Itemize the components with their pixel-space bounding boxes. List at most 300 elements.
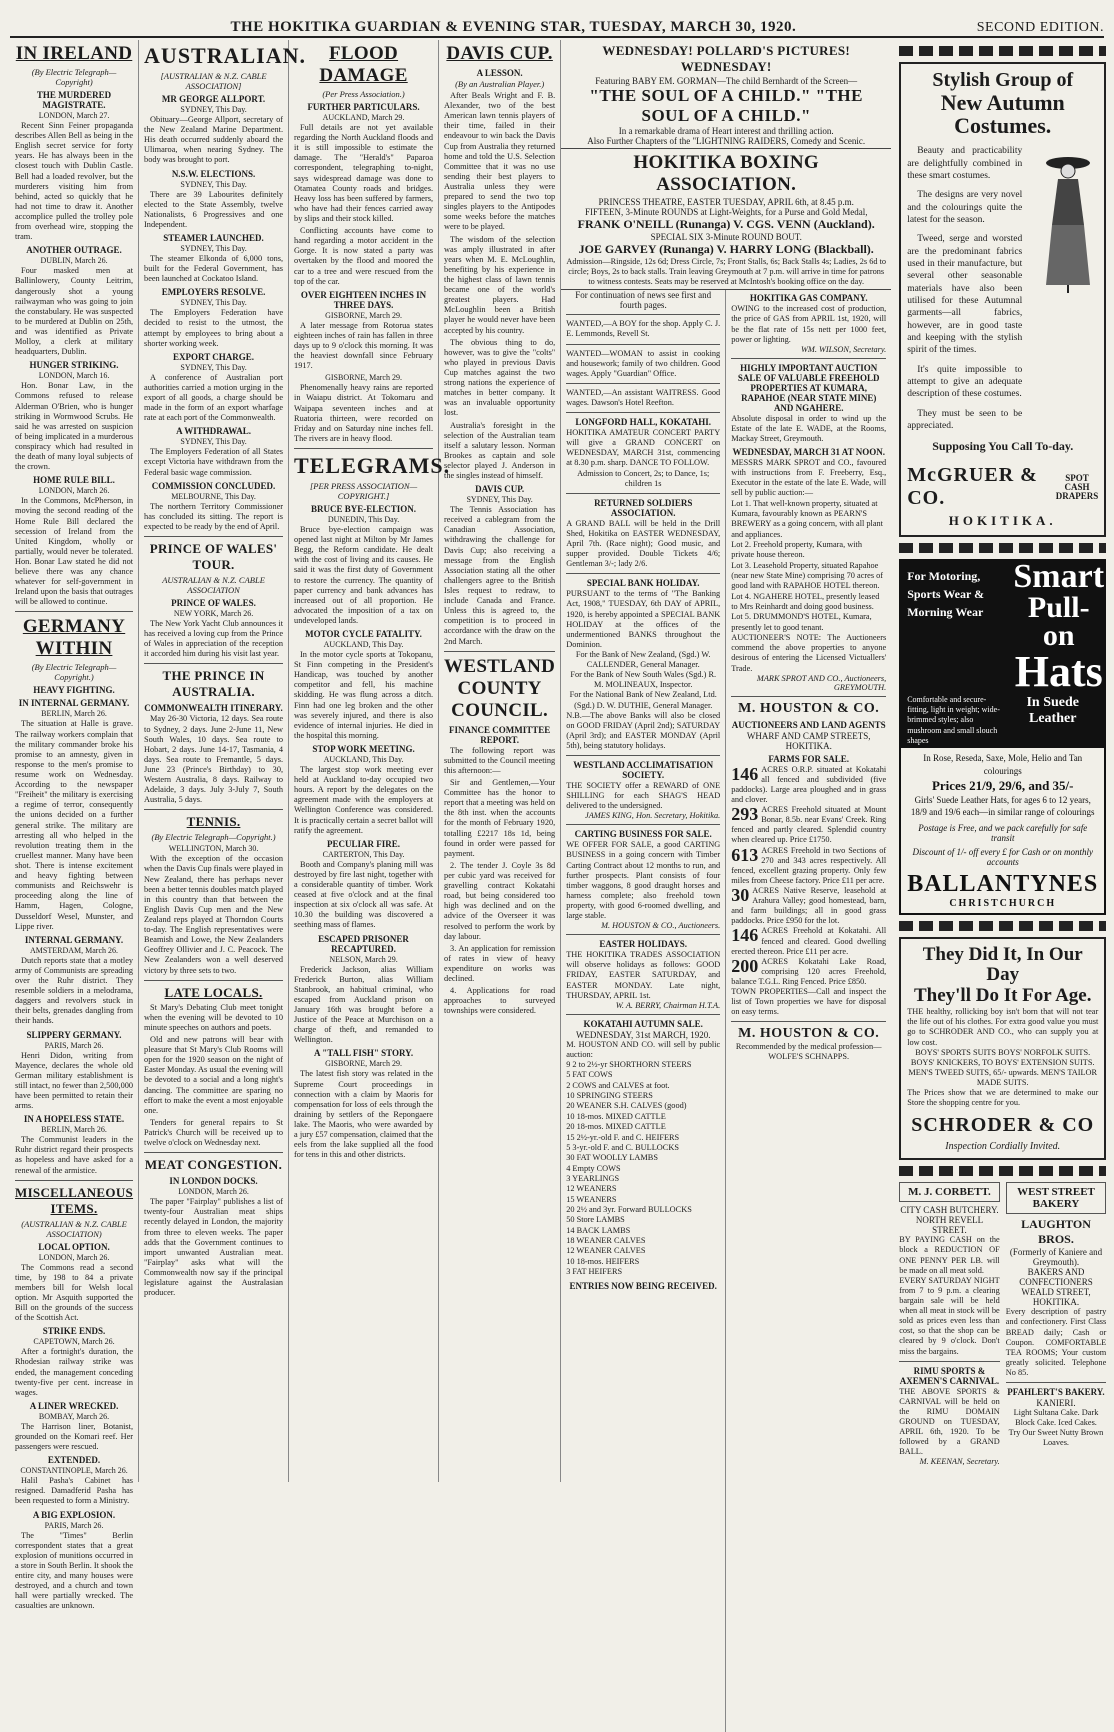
divider: [566, 573, 720, 574]
boxing-banner: [561, 149, 891, 290]
decorative-stripe: [899, 543, 1106, 553]
bank-holiday-ad: PURSUANT to the terms of "The Banking Act, 1908," TUESDAY, 6th DAY of APRIL, 1920, is hereby appointed a SPECIAL BANK HOLIDAY at the offices of the undermentioned BANKS throughout the Dominion.: [566, 589, 721, 649]
divider: [566, 383, 720, 384]
stock-list-item: 15 2½-yr.-old F. and C. HEIFERS: [566, 1132, 680, 1142]
dateline: CAPETOWN, March 26.: [33, 1337, 115, 1347]
small-ads-left: [899, 1182, 1000, 1466]
schroder-invite: Inspection Cordially Invited.: [945, 1141, 1061, 1153]
article-text: The Employers Federation of all States except Victoria have withdrawn from the Federal basic wage commission.: [144, 447, 284, 477]
hats-postage: Postage is Free, and we pack carefully for safe transit: [918, 822, 1088, 843]
hats-price-values: Prices 21/9, 29/6, and 35/-: [931, 777, 1074, 793]
costumes-paragraph: They must be seen to be appreciated.: [907, 408, 1023, 432]
stock-list-item: 5 FAT COWS: [566, 1070, 613, 1080]
acreage: 613: [731, 844, 759, 865]
dateline: SYDNEY, This Day.: [180, 243, 247, 253]
article-text: After Beals Wright and F. B. Alexander, two of the best American lawn tennis players of their time, failed in their endeavour to win back the Davis Cup from Australia they returned home and told the U.S. Selection Committee that it was no use sending their best players to Australia unless they were prepared to send the two top singles players to the Antipodes some weeks before the matches were to be played.: [444, 91, 556, 232]
pfahlert-town: KANIERI.: [1036, 1398, 1076, 1409]
hats-girls: Girls' Suede Leather Hats, for ages 6 to 12 years, 18/9 and 19/6 each—in similar range of colourings: [910, 795, 1095, 818]
boxing-bout: JOE GARVEY (Runanga) V. HARRY LONG (Blackball).: [578, 242, 874, 256]
hats-title-line: Hats: [1014, 646, 1103, 696]
article-text: Hon. Bonar Law, in the Commons refused to release Alderman O'Brien, who is hunger striking in Wormwood Scrubs. He said he was arrested on suspicion of being implicated in a murderous conspiracy which had resulted in the death of many loyal subjects of the crown.: [15, 381, 134, 472]
banner-text: Also Further Chapters of the "LIGHTNING RAIDERS, Comedy and Scenic.: [587, 136, 866, 146]
costumes-paragraph: It's quite impossible to attempt to give an adequate description of these costumes.: [907, 364, 1023, 400]
dateline: BOMBAY, March 26.: [38, 1411, 110, 1421]
farm-listing: [731, 805, 886, 845]
subhead: BRUCE BYE-ELECTION.: [311, 503, 417, 514]
divider: [15, 611, 133, 612]
wanted-ad: WANTED—WOMAN to assist in cooking and housework; family of two children. Good wages. Apply "Guardian" Office.: [566, 348, 721, 378]
subhead: STEAMER LAUNCHED.: [163, 232, 264, 243]
subhead: A LINER WRECKED.: [29, 1400, 119, 1411]
headline-westland-council: WESTLAND COUNTY COUNCIL.: [444, 655, 556, 721]
stock-list-item: 5 3-yr.-old F. and C. BULLOCKS: [566, 1142, 679, 1152]
subhead: FINANCE COMMITTEE REPORT.: [448, 724, 551, 745]
hats-description: Comfortable and secure-fitting, light in weight; wide-brimmed styles; also mushroom and small slouch shapes: [907, 694, 1000, 746]
stock-list-item: 18 WEANER CALVES: [566, 1236, 646, 1246]
ballantynes-hats-ad: [899, 559, 1106, 914]
dateline: LONDON, March 26.: [38, 486, 110, 496]
dateline: LONDON, March 27.: [38, 111, 110, 120]
article-text: Sir and Gentlemen,—Your Committee has the honor to report that a meeting was held on the 8th inst. when the accounts for the month of February 1920, totalling £2217 18s 1d, being found in order were passed for payment.: [444, 778, 556, 858]
article-text: The wisdom of the selection was amply illustrated in after years when M. E. McLoughlin, benefiting by his experience in the highest class of lawn tennis became one of the world's greatest players. Had McLoughlin been a British player he would never have been accepted by his country.: [444, 234, 556, 335]
bakery-sub: (Formerly of Kaniere and Greymouth).: [1009, 1247, 1103, 1268]
subhead: LOCAL OPTION.: [38, 1241, 110, 1252]
costumes-paragraph: Beauty and practicability are delightfully combined in these smart costumes.: [907, 146, 1023, 181]
byline: (By Electric Telegraph—Copyright.): [151, 832, 276, 843]
auction-ad: Absolute disposal in order to wind up the Estate of the late E. WADE, at the Rooms, Mackay Street, Greymouth.: [731, 413, 887, 443]
subhead: STOP WORK MEETING.: [312, 744, 415, 755]
farm-listing: [731, 926, 886, 956]
ad-subcolumn-right: [726, 290, 891, 1732]
stock-list: [566, 1060, 720, 1278]
headline-tennis: TENNIS.: [186, 814, 241, 830]
schroder-text: THE healthy, rollicking boy isn't born that will not tear the life out of his clothes. For extra good value you must go to SCHRODER AND CO., who can supply you at low cost.: [907, 1007, 1099, 1047]
article-text: Halil Pasha's Cabinet has resigned. Damadferid Pasha has been requested to form a Ministry.: [15, 1476, 134, 1506]
column-ireland-germany: [10, 40, 139, 1611]
headline-davis-cup: DAVIS CUP.: [446, 43, 553, 64]
subhead: HOME RULE BILL.: [33, 475, 115, 486]
subhead: A "TALL FISH" STORY.: [314, 1048, 414, 1059]
byline: (Per Press Association.): [322, 89, 405, 99]
dateline: PARIS, March 26.: [44, 1040, 104, 1050]
ad-subcolumns: [561, 290, 891, 1732]
decorative-stripe: [899, 921, 1106, 931]
corbett-text: EVERY SATURDAY NIGHT from 7 to 9 p.m. a clearing bargain sale will be held when all meat in stock will be sold as prices even less than cost, so that the shop can be cleared by 9 o'clock. Don't miss the bargains.: [899, 1275, 1000, 1356]
farm-listing: [731, 846, 886, 886]
byline: (By an Australian Player.): [455, 79, 545, 89]
mcgruer-name: McGRUER & CO.: [907, 464, 1038, 510]
stock-list-item: 10 18-mos. MIXED CATTLE: [566, 1111, 666, 1121]
mcgruer-logo: [907, 464, 1098, 510]
bakery-sub: BAKERS AND CONFECTIONERS WEALD STREET, HOKITIKA.: [1019, 1267, 1093, 1308]
ad-heading: RETURNED SOLDIERS ASSOCIATION.: [594, 497, 693, 518]
hats-prices: [907, 777, 1098, 795]
costumes-headline: Stylish Group of: [932, 69, 1074, 91]
ad-heading: WEDNESDAY, MARCH 31 AT NOON.: [732, 447, 885, 458]
byline: (AUSTRALIAN & N.Z. CABLE ASSOCIATION): [21, 1218, 127, 1239]
signature: M. KEENAN, Secretary.: [919, 1457, 1000, 1467]
signature: WM. WILSON, Secretary.: [801, 344, 887, 354]
article-text: 3. An application for remission of rates in view of heavy expenditure on works was declined.: [444, 943, 556, 984]
wanted-ad: WANTED,—A BOY for the shop. Apply C. J. E. Lemmonds, Revell St.: [566, 319, 721, 339]
article-text: Dutch reports state that a motley army of Communists are spreading over the Ruhr district. They resemble soldiers in a melodrama, daggers and revolvers stuck in their belts, grenades dangling from their hands.: [15, 955, 134, 1026]
banner-heading: WEDNESDAY! POLLARD'S PICTURES! WEDNESDAY!: [602, 43, 851, 74]
schroder-headline: They'll Do It For Age.: [913, 985, 1092, 1007]
masthead-title: THE HOKITIKA GUARDIAN & EVENING STAR, TUESDAY, MARCH 30, 1920.: [230, 19, 797, 35]
stock-list-item: 2 COWS and CALVES at foot.: [566, 1080, 670, 1090]
divider: [566, 344, 720, 345]
farm-text: ACRES Native Reserve, leasehold at Arahura Valley; good homestead, barn, and farm buildings; all in good grass paddocks. Price £950 for the lot.: [731, 885, 887, 926]
ad-heading: EASTER HOLIDAYS.: [599, 939, 688, 950]
mcgruer-costumes-ad: [899, 62, 1106, 537]
banner-text: Featuring BABY EM. GORMAN—The child Bernhardt of the Screen—: [595, 76, 858, 86]
article-text: The "Times" Berlin correspondent states that a great explosion of munitions occurred in a store in South Berlin. It shook the entire city, and many houses were destroyed, and a church and town hall were partially wrecked. The casualties are unknown.: [15, 1530, 134, 1611]
article-text: The steamer Elkonda of 6,000 tons, built for the Federal Government, has been launched at Cockatoo Island.: [144, 253, 284, 284]
article-text: 4. Applications for road approaches to surveyed townships were considered.: [444, 986, 556, 1016]
dateline: AMSTERDAM, March 26.: [30, 945, 119, 955]
subhead: A BIG EXPLOSION.: [32, 1509, 116, 1520]
divider: [15, 1180, 133, 1181]
entries-note: ENTRIES NOW BEING RECEIVED.: [569, 1280, 717, 1291]
subhead: OVER EIGHTEEN INCHES IN THREE DAYS.: [300, 289, 427, 310]
article-text: The largest stop work meeting ever held at Auckland to-day occupied two hours. A report by the delegates on the agreement made with the employers at Wellington Conference was considered. It is practically certain a secret ballot will ratify the agreement.: [294, 765, 434, 835]
divider: [566, 755, 720, 756]
rimu-text: THE ABOVE SPORTS & CARNIVAL will be held on the RIMU DOMAIN GROUND on TUESDAY, APRIL 6th, 1920. To be followed by a GRAND BALL.: [899, 1386, 1000, 1457]
schroder-ad: [899, 937, 1106, 1161]
article-text: Old and new patrons will bear with pleasure that St Mary's Club Rooms will open for the 1920 season on the night of Easter Monday. As usual the evening will be devoted to a social and a long night's dancing. The committee are sparing no effort to make the event a most enjoyable one.: [144, 1035, 284, 1115]
hats-pricing: [901, 748, 1104, 912]
concert-ad: HOKITIKA AMATEUR CONCERT PARTY will give a GRAND CONCERT on WEDNESDAY, MARCH 31st, commencing at 8.30 p.m. sharp. DANCE TO FOLLOW.: [566, 428, 721, 468]
hats-usage-line: For Motoring,: [907, 569, 981, 584]
lot-list: [731, 499, 886, 634]
article-text: Four masked men at Ballinlowery, County Leitrim, dangerously shot a young railwayman who was going to join the constabulary. He was suspected to be murdered at Dublin on 25th, and was identified as Private Molloy, a clerk at military headquarters, Dublin.: [15, 266, 134, 357]
article-text: The latest fish story was related in the Supreme Court proceedings in connection with a claim by Maoris for compensation for loss of eels through the draining by settlers of the Repongaere lake. The Maoris, who were awarded by a jury £57 compensation, claimed that the eels from the lake supplied all the food for tens in this and other districts.: [294, 1069, 434, 1160]
hats-usage: [901, 561, 1013, 692]
stock-list-item: 3 YEARLINGS: [566, 1173, 620, 1183]
article-text: The northern Territory Commissioner has concluded its sitting. The report is expected to be ready by the end of April.: [144, 501, 284, 531]
divider: [144, 980, 283, 981]
corbett-heading: M. J. CORBETT.: [899, 1182, 1000, 1202]
headline-telegrams: TELEGRAMS.: [294, 452, 451, 478]
spot-cash: SPOT CASH: [1064, 472, 1090, 492]
stock-list-item: 20 2½ and 3yr. Forward BULLOCKS: [566, 1205, 692, 1215]
subhead: EXPORT CHARGE.: [173, 351, 255, 362]
bakery-text: Every description of pastry and confectionery. First Class BREAD daily; Cash or Coupon. COMFORTABLE TEA ROOMS; Your custom greatly solicited. Telephone No 85.: [1005, 1307, 1107, 1377]
subhead: HEAVY FIGHTING.: [33, 685, 115, 696]
headline-late-locals: LATE LOCALS.: [164, 984, 263, 1000]
article-text: Recent Sinn Feiner propaganda describes Allen Bell as being in the English secret service for forty years. He has always been in the closest touch with Dublin Castle. Bell had a loaded revolver, but the murderers visiting him from behind, acted so quickly that he had not time to draw it. Another accomplice pulled the trolley pole from overhead wire, stopping the tram.: [15, 121, 134, 242]
article-text: The New York Yacht Club announces it has received a loving cup from the Prince of Wales in appreciation of the reception it accorded him during his visit last year.: [144, 618, 284, 659]
article-text: Conflicting accounts have come to hand regarding a motor accident in the Gorge. It is now stated a party was overtaken by the flood and moored the car to a tree and were rescued from the top of the car.: [294, 226, 434, 286]
subhead: EMPLOYERS RESOLVE.: [161, 287, 266, 298]
divider: [144, 1152, 283, 1153]
hats-usage-line: Morning Wear: [907, 605, 984, 620]
lot-list-item: Lot 3. Leasehold Property, situated Rapahoe (near new State Mine) comprising 70 acres of good land with RAPAHOE HOTEL thereon.: [731, 560, 884, 591]
dateline: GISBORNE, March 29.: [325, 373, 402, 383]
banner-title: "THE SOUL OF A CHILD." "THE SOUL OF A CHILD.": [589, 86, 863, 125]
hats-top: [901, 558, 1105, 696]
lady-figure-illustration: [1028, 145, 1098, 295]
article-text: Booth and Company's planing mill was destroyed by fire last night, together with a considerable quantity of timber. Work ceased at five o'clock and at the final inspection at six o'clock all was safe. At 10.30 the building was discovered a seething mass of flames.: [294, 859, 434, 930]
subhead: COMMONWEALTH ITINERARY.: [144, 703, 283, 714]
article-text: The obvious thing to do, however, was to give the "colts" who played in previous Davis Cup matches against the two strong nations the experience of matches in better company. It was an invaluable opportunity lost.: [444, 337, 556, 418]
stock-list-item: 20 18-mos. MIXED CATTLE: [566, 1122, 666, 1132]
article-text: After a fortnight's duration, the Rhodesian railway strike was ended, the management conceding twenty-five per cent. increase in wages.: [15, 1347, 134, 1397]
lot-list-item: Lot 5. DRUMMOND'S HOTEL, Kumara, presently let to good tenant.: [731, 612, 872, 632]
ad-heading: CARTING BUSINESS FOR SALE.: [574, 829, 712, 840]
byline: AUSTRALIAN & N.Z. CABLE ASSOCIATION: [162, 574, 265, 595]
divider: [566, 1014, 720, 1015]
acclimatisation-ad: THE SOCIETY offer a REWARD of ONE SHILLING for each SHAG'S HEAD delivered to the undersigned.: [566, 781, 721, 811]
ad-heading: HIGHLY IMPORTANT AUCTION SALE OF VALUABLE FREEHOLD PROPERTIES AT KUMARA, RAPAHOE (NEAR STATE MINE) AND NGAHERE.: [737, 362, 880, 413]
lot-list-item: Lot 2. Freehold property, Kumara, with private house thereon.: [731, 539, 863, 560]
ad-subcolumn-left: [561, 290, 726, 1732]
stock-list-item: 20 WEANER S.H. CALVES (good): [566, 1101, 687, 1111]
divider: [144, 663, 283, 664]
farm-text: ACRES Freehold in two Sections of 270 and 343 acres respectively. All fenced, excellent grazing property. Only few miles from Cheese factory. Price £11 per acre.: [731, 845, 887, 885]
headline-flood-damage: FLOOD DAMAGE: [319, 43, 408, 86]
headline-in-ireland: IN IRELAND: [15, 43, 133, 64]
ad-heading: LONGFORD HALL, KOKATAHI.: [575, 417, 712, 428]
edition-label: SECOND EDITION.: [976, 20, 1104, 35]
subhead: COMMISSION CONCLUDED.: [151, 480, 276, 491]
hats-material: In Suede Leather: [1026, 694, 1079, 726]
subhead: DAVIS CUP.: [475, 484, 525, 495]
article-text: The Tennis Association has received a cablegram from the Canadian Association, withdrawing the challenge for Davis Cup; also receiving a message from the English Association stating all the other challengers agree to the British Isles request to redraw, to include Canada and France. Unless this is agreed to, the competition is to proceed in accordance with the draw on the 2nd March.: [444, 505, 556, 646]
article-text: With the exception of the occasion when the Davis Cup finals were played in New Zealand, there has perhaps never been a better tennis doubles match played in this country than that between the English Davis Cup men and the New Zealand reps played at Thorndon Courts to-day. The English representatives were Beamish and Lowe, the New Zealanders Geoffrey Ollivier and J. C. Peacock. The New Zealanders won a well deserved victory by three sets to two.: [144, 854, 284, 975]
corbett-sub: CITY CASH BUTCHERY.: [900, 1205, 999, 1216]
dateline: LONDON, March 16.: [38, 371, 110, 381]
dateline: SYDNEY, This Day.: [180, 105, 247, 114]
divider: [566, 412, 720, 413]
drapers: DRAPERS: [1055, 490, 1099, 501]
dateline: LONDON, March 26.: [38, 1252, 110, 1262]
dateline: LONDON, March 26.: [178, 1187, 249, 1197]
column-australian: [139, 40, 307, 1482]
boxing-text: PRINCESS THEATRE, EASTER TUESDAY, APRIL 6th, at 8.45 p.m.: [598, 197, 854, 207]
pollards-pictures-banner: [561, 40, 891, 149]
signature: W. A. BERRY, Chairman H.T.A.: [615, 1000, 721, 1010]
dateline: AUCKLAND, March 29.: [322, 113, 405, 122]
article-text: Frederick Jackson, alias William Frederick Burton, alias William Stanbrook, an habitual criminal, who escaped from Auckland prison on January 16th was brought before a Justice of the Peace at Murchison on a charge of theft, and remanded to Wellington.: [294, 964, 434, 1045]
subhead: STRIKE ENDS.: [42, 1326, 106, 1337]
article-text: A later message from Rotorua states eighteen inches of rain has fallen in three days up to 9 o'clock this morning. It was the heaviest downfall since February 1917.: [294, 320, 434, 371]
farm-text: ACRES Freehold situated at Mount Bonar, 8.5b. near Evans' Creek. Ring fenced and partly cleared. Splendid country when cleared up. Price £1750.: [731, 805, 887, 845]
subhead: INTERNAL GERMANY.: [24, 934, 124, 945]
article-text: May 26-30 Victoria, 12 days. Sea route to Sydney, 2 days. June 2-June 11, New South Wales, 10 days. Sea route to Hobart, 2 days. June 14-17, Tasmania, 4 days. Sea route to Fremantle, 5 days. June 23 (Prince's Birthday) to 30, Western Australia, 8 days. Railway to Adelaide, 3 days. July 3-July 7, South Australia, 5 days.: [144, 714, 284, 805]
subhead: A LESSON.: [476, 68, 523, 78]
divider: [566, 314, 720, 315]
boxing-text: FIFTEEN, 3-Minute ROUNDS at Light-Weights, for a Purse and Gold Medal,: [584, 207, 868, 217]
divider: [144, 809, 283, 810]
dateline: SYDNEY, This Day.: [180, 179, 247, 189]
small-ads: [899, 1182, 1106, 1466]
article-text: Tenders for general repairs to St Patrick's Church will be received up to twelve o'clock on Wednesday next.: [144, 1117, 284, 1148]
ballantynes-town: CHRISTCHURCH: [949, 897, 1057, 909]
boxing-text: SPECIAL SIX 3-Minute ROUND BOUT.: [650, 232, 802, 242]
divider: [899, 1361, 1000, 1362]
schroder-name: SCHRODER & CO: [911, 1114, 1095, 1137]
acreage: 200: [731, 955, 759, 976]
ad-heading: KOKATAHI AUTUMN SALE.: [583, 1018, 703, 1029]
costumes-body: [907, 145, 1098, 439]
masthead: [10, 8, 1104, 38]
wanted-ad: WANTED,—An assistant WAITRESS. Good wages. Dawson's Hotel Reefton.: [566, 387, 721, 407]
dateline: AUCKLAND, This Day.: [323, 755, 404, 765]
article-text: The Employers Federation have decided to resist to the utmost, the attempt by employees to bring about a shorter working week.: [144, 308, 284, 348]
column-davis-cup: [439, 40, 561, 1482]
hats-title-line: Pull-on: [1027, 590, 1090, 653]
dateline: SYDNEY, This Day.: [180, 298, 247, 308]
dateline: CONSTANTINOPLE, March 26.: [20, 1466, 128, 1476]
subhead: PECULIAR FIRE.: [327, 838, 401, 849]
address: WHARF AND CAMP STREETS, HOKITIKA.: [746, 730, 871, 751]
hats-details: [901, 693, 1104, 749]
hats-discount: Discount of 1/- off every £ for Cash or on monthly accounts: [912, 846, 1093, 867]
headline-miscellaneous: MISCELLANEOUS ITEMS.: [15, 1184, 134, 1216]
divider: [731, 358, 886, 359]
continuation-note: For continuation of news see first and fourth pages.: [575, 290, 712, 311]
easter-ad: THE HOKITIKA TRADES ASSOCIATION will observe holidays as follows: GOOD FRIDAY, EASTER SATURDAY, and EASTER MONDAY. Late night, THURSDAY, APRIL 1st.: [566, 950, 721, 1000]
farm-text: ACRES Freehold at Kokatahi. All fenced and cleared. Good dwelling erected thereon. Price £11 per acre.: [731, 926, 887, 956]
costumes-headline: New Autumn Costumes.: [940, 90, 1065, 139]
divider: [144, 536, 283, 537]
dateline: DUNEDIN, This Day.: [327, 514, 400, 524]
dateline: NELSON, March 29.: [329, 954, 398, 964]
stock-list-item: 9 2 to 2½-yr SHORTHORN STEERS: [566, 1060, 692, 1070]
headline-meat-congestion: MEAT CONGESTION.: [144, 1157, 283, 1173]
subhead: HUNGER STRIKING.: [29, 360, 119, 371]
rimu-heading: RIMU SPORTS & AXEMEN'S CARNIVAL.: [899, 1365, 1000, 1386]
article-text: The following report was submitted to the Council meeting this afternoon:—: [444, 745, 556, 775]
farm-text: ACRES Kokatahi Lake Road, comprising 120 acres Freehold, balance T.G.L. Ring Fenced. Price £850.: [731, 956, 887, 986]
pfahlert-heading: PFAHLERT'S BAKERY.: [1007, 1387, 1105, 1398]
pfahlert-text: Try Our Sweet Nutty Brown Loaves.: [1008, 1428, 1104, 1448]
dateline: AUCKLAND, This Day.: [323, 640, 404, 650]
stock-list-item: 3 FAT HEIFERS: [566, 1267, 623, 1277]
decorative-stripe: [899, 46, 1106, 56]
stock-list-item: 14 BACK LAMBS: [566, 1225, 631, 1235]
signature: MARK SPROT AND CO., Auctioneers, GREYMOUTH.: [756, 673, 887, 692]
subhead: EXTENDED.: [47, 1455, 101, 1466]
small-ads-right: [1006, 1182, 1107, 1466]
houston-heading: M. HOUSTON & CO.: [738, 700, 880, 716]
corbett-sub: NORTH REVELL STREET.: [915, 1215, 984, 1236]
article-text: Henri Didon, writing from Mayence, declares the whole old German military establishment is still intact, no fewer than 2,500,000 have been permitted to retain their arms.: [15, 1050, 134, 1111]
farm-listing: [731, 957, 886, 987]
ad-heading: SPECIAL BANK HOLIDAY.: [586, 578, 700, 589]
article-text: St Mary's Debating Club meet tonight when the evening will be devoted to 10 minute speeches on authors and poets.: [144, 1002, 284, 1032]
acreage: 293: [731, 804, 759, 825]
article-text: The Harrison liner, Botanist, grounded on the Komari reef. Her passengers were rescued.: [15, 1421, 134, 1452]
column-display-ads: [891, 40, 1111, 1482]
headline-prince-australia: THE PRINCE IN AUSTRALIA.: [162, 668, 265, 700]
stock-list-item: 4 Empty COWS: [566, 1163, 621, 1173]
article-text: A conference of Australian port authorities carried a motion urging in the export of all goods, a charge should be made in the form of an export wharfage rate at each port of the Commonwealth.: [144, 372, 284, 423]
byline: (By Electric Telegraph—Copyright.): [31, 662, 117, 683]
bank-signature: For the Bank of New Zealand, (Sgd.) W. CALLENDER, General Manager.: [575, 649, 711, 670]
stock-list-item: 30 FAT WOOLLY LAMBS: [566, 1153, 658, 1163]
decorative-stripe: [899, 1166, 1106, 1176]
subhead: FURTHER PARTICULARS.: [307, 102, 420, 112]
bank-signature: For the National Bank of New Zealand, Ltd. (Sgd.) D. W. DUTHIE, General Manager.: [569, 690, 717, 710]
subhead: ANOTHER OUTRAGE.: [26, 245, 122, 256]
town-properties: TOWN PROPERTIES—Call and inspect the list of Town properties we have for disposal on easy terms.: [731, 987, 887, 1017]
dateline: WELLINGTON, March 30.: [168, 844, 259, 854]
carting-ad: WE OFFER FOR SALE, a good CARTING BUSINESS in a going concern with Timber Carting Contract about 12 months to run, and further prospects. Plant consists of four timber waggons, 8 good draught horses and harness complete; also freehold town property, with good 6-roomed dwelling, and large stable.: [566, 840, 721, 921]
ballantynes-name: BALLANTYNES: [907, 870, 1099, 897]
article-text: Phenomenally heavy rains are reported in Waiapu district. At Tokomaru and Waipapa seventeen inches and at Ruatoria thirteen, were recorded on Friday and on Saturday nine inches fell. The rivers are in heavy flood.: [294, 383, 434, 443]
ad-heading: AUCTIONEERS AND LAND AGENTS: [731, 719, 886, 730]
article-text: Bruce bye-election campaign was opened last night at Milton by Mr James Begg, the Reform candidate. He dealt with the cost of living and its causes. He said it was the first duty of Government to restore the currency. The quantity of paper currency and bank advances has increased out of all proportion. He advocated the imposition of a tax on undeveloped lands.: [294, 524, 434, 625]
divider: [731, 696, 886, 697]
stock-list-item: 50 Store LAMBS: [566, 1215, 625, 1225]
farm-listing: [731, 886, 886, 926]
dateline: SYDNEY, This Day.: [466, 495, 533, 505]
schroder-headline: They Did It, In Our Day: [922, 943, 1083, 986]
bank-signature: For the Bank of New South Wales (Sgd.) R. M. MOLINEAUX, Inspector.: [570, 670, 717, 690]
dateline: GISBORNE, March 29.: [325, 310, 402, 320]
article-text: The Commons read a second time, by 198 to 84 a private members bill for Welsh local option. Mr Asquith supported the Bill on the grounds of the success of the Scottish Act.: [15, 1262, 134, 1323]
acreage: 146: [731, 763, 759, 784]
subhead: A WITHDRAWAL.: [176, 426, 251, 437]
stock-list-item: 15 WEANERS: [566, 1194, 617, 1204]
costumes-text: [907, 145, 1022, 439]
subhead: IN INTERNAL GERMANY.: [18, 698, 130, 709]
call-today: Supposing You Call To-day.: [932, 439, 1074, 454]
article-text: In the Commons, McPherson, in moving the second reading of the Home Rule Bill declared the secession of Ireland from the United Kingdom, wholly or partially, would never be tolerated. Hon. Bonar Law stated he did not believe there was any chance whatever for self-government in Ireland upon the basis that outrages will be allowed to continue.: [15, 496, 134, 607]
schnapps-note: Recommended by the medical profession—WOLFE'S SCHNAPPS.: [735, 1042, 882, 1062]
subhead: THE MURDERED MAGISTRATE.: [36, 90, 112, 110]
subhead: N.S.W. ELECTIONS.: [171, 168, 256, 179]
article-text: Obituary—George Allport, secretary of the New Zealand Marine Department. His death occurred suddenly aboard the Ulimaroa, when nearing Sydney. The body was brought to port.: [144, 115, 284, 165]
dateline: SYDNEY, This Day.: [180, 437, 247, 447]
mcgruer-tagline: [1056, 474, 1099, 501]
divider: [566, 824, 720, 825]
article-text: There are 39 Labourites definitely elected to the State Assembly, twelve Nationalists, 6 Progressives and one Independent.: [144, 189, 284, 229]
sale-intro: M. HOUSTON AND CO. will sell by public auction:: [566, 1039, 721, 1059]
houston-footer: M. HOUSTON & CO.: [738, 1026, 880, 1042]
stock-list-item: 12 WEANERS: [566, 1184, 617, 1194]
boxing-heading: HOKITIKA BOXING ASSOCIATION.: [633, 152, 819, 195]
subhead: SLIPPERY GERMANY.: [26, 1029, 122, 1040]
subhead: MR GEORGE ALLPORT.: [161, 94, 266, 104]
article-text: Australia's foresight in the selection of the Australian team itself a salutary lesson. Norman Brookes as captain and sole selector played J. Anderson in the singles instead of himself.: [444, 420, 556, 481]
divider: [731, 1021, 886, 1022]
article-text: The situation at Halle is grave. The railway workers complain that the military commander broke his promise to an amnesty, given in response to the men's promise to resume work on Wednesday. According to the newspaper "Freiheit" the military is exercising a regime of terror, consequently the unions decided on a further general strike. The military are arresting all who helped in the revolution treating them in the cruellest manner. Many have been shot. There is intense excitement and heavy fighting between communists and Reichswehr is proceeding along the line of Hamm, Hagen, Cologne, Dusseldorf Wesel, Munster, and Lippe river.: [15, 719, 134, 931]
dateline: BERLIN, March 26.: [41, 1125, 107, 1135]
gas-ad: OWING to the increased cost of production, the price of GAS from APRIL 1st, 1920, will be the flat rate of 15s nett per 1000 feet, power or lighting.: [731, 304, 887, 344]
headline-prince-tour: PRINCE OF WALES' TOUR.: [149, 540, 278, 572]
acreage: 146: [731, 925, 759, 946]
divider: [294, 448, 433, 449]
columns: [10, 40, 1107, 1611]
stock-list-item: 10 18-mos. HEIFERS: [566, 1256, 640, 1266]
headline-australian: AUSTRALIAN.: [144, 43, 307, 68]
article-text: The paper "Fairplay" publishes a list of twenty-four Australian meat ships recently delayed in London, the majority from three to eleven weeks. The paper adds that the Government continues to import unwanted Australian meat. "Fairplay" asks what will the Commonwealth now say if the principal legislature against the Australasian producer.: [144, 1197, 284, 1298]
bakery-heading: WEST STREET BAKERY: [1006, 1182, 1107, 1214]
article-text: The Communist leaders in the Ruhr district regard their prospects as hopeless and have asked for a renewal of the armistice.: [15, 1135, 134, 1175]
signature: JAMES KING, Hon. Secretary, Hokitika.: [585, 811, 721, 821]
concert-admission: Admission to Concert, 2s; to Dance, 1s; children 1s: [577, 468, 710, 488]
boxing-bout: FRANK O'NEILL (Runanga) V. CGS. VENN (Auckland).: [577, 217, 875, 231]
article-text: In the motor cycle sports at Tokopanu, St Finn competing in the President's Handicap, was touched by another competitor and fell, his machine skidding. He was flung across a ditch. Finn had one leg broken and the other was severely injured, and there is also evidence of internal injuries. He died in the hospital this morning.: [294, 650, 434, 740]
dateline: MELBOURNE, This Day.: [171, 491, 256, 501]
banner-text: In a remarkable drama of Heart interest and thrilling action.: [618, 126, 834, 136]
schroder-items: BOYS' SPORTS SUITS BOYS' NORFOLK SUITS. BOYS' KNICKERS, TO BOYS' EXTENSION SUITS. MEN'S TWEED SUITS, 65/- upwards. MEN'S TAILOR MADE SUITS.: [908, 1047, 1098, 1087]
hats-title-line: Smart: [1013, 558, 1105, 596]
boxing-admission: Admission—Ringside, 12s 6d; Dress Circle, 7s; Front Stalls, 6s; Back Stalls 4s; Ladies, 2s 6d to circle; Boys, 2s to back stalls. Train leaving Greymouth at 7 p.m. will arrive in time for patrons to witness contests. Seats may be reserved at McIntosh's booking office on the day.: [566, 257, 887, 287]
